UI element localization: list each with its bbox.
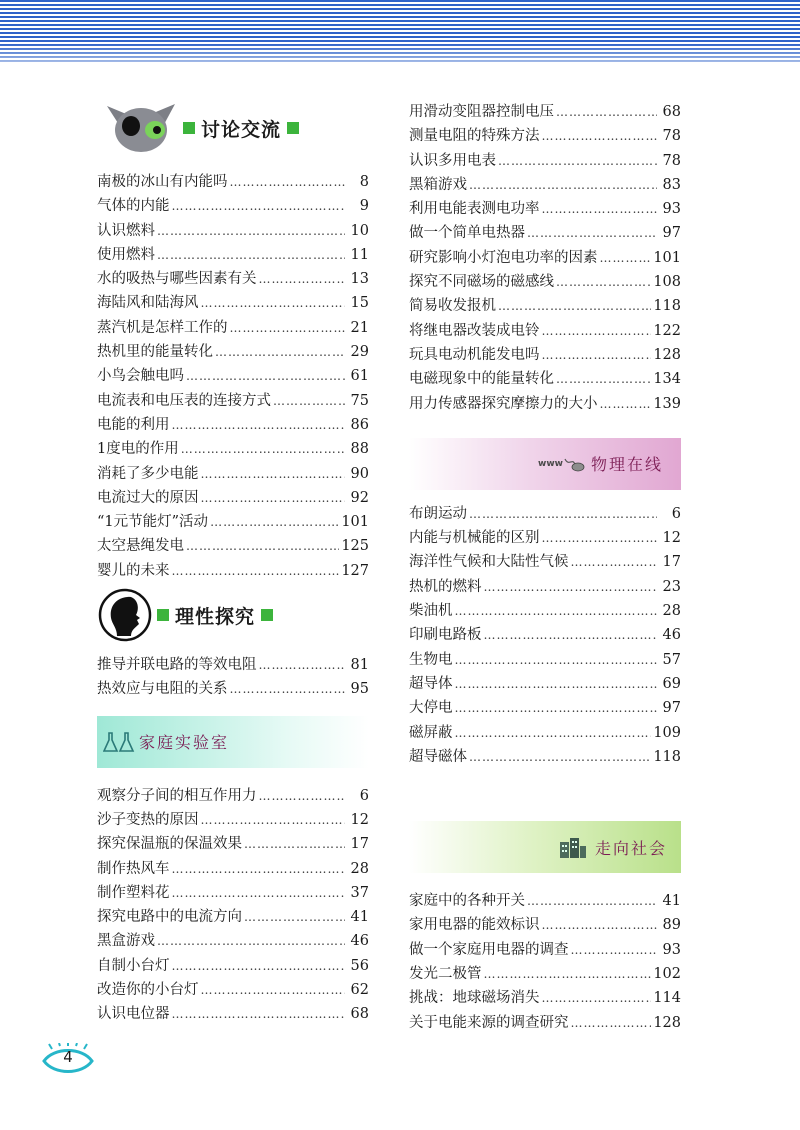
toc-leader-dots bbox=[600, 251, 652, 265]
toc-leader-dots bbox=[498, 299, 651, 313]
toc-leader-dots bbox=[172, 1007, 346, 1021]
toc-leader-dots bbox=[571, 555, 658, 569]
buildings-icon bbox=[559, 836, 587, 858]
toc-entry-page: 97 bbox=[662, 700, 681, 717]
toc-leader-dots bbox=[273, 394, 345, 408]
toc-entry-title: 消耗了多少电能 bbox=[97, 465, 199, 482]
toc-entry-page: 122 bbox=[653, 322, 681, 339]
toc-entry-page: 69 bbox=[662, 675, 681, 692]
toc-entry-page: 21 bbox=[350, 319, 369, 336]
toc-entry-title: 做一个家庭用电器的调查 bbox=[409, 941, 569, 958]
toc-leader-dots bbox=[259, 789, 346, 803]
toc-leader-dots bbox=[201, 491, 346, 505]
toc-leader-dots bbox=[455, 604, 658, 618]
toc-entry-page: 12 bbox=[350, 811, 369, 828]
toc-entry-title: 探究不同磁场的磁感线 bbox=[409, 274, 554, 291]
toc-entry[interactable] bbox=[97, 905, 369, 929]
toc-entry-page: 114 bbox=[653, 990, 681, 1007]
toc-entry-title: 水的吸热与哪些因素有关 bbox=[97, 271, 257, 288]
toc-leader-dots bbox=[186, 539, 339, 553]
toc-entry[interactable] bbox=[409, 270, 681, 294]
toc-entry[interactable] bbox=[409, 367, 681, 391]
section-heading-discussion bbox=[105, 100, 369, 156]
toc-entry-title: 黑盒游戏 bbox=[97, 933, 155, 950]
toc-leader-dots bbox=[556, 275, 651, 289]
toc-entry[interactable] bbox=[409, 623, 681, 647]
toc-entry-title: 推导并联电路的等效电阻 bbox=[97, 657, 257, 674]
toc-entry-page: 41 bbox=[350, 909, 369, 926]
toc-entry[interactable] bbox=[97, 413, 369, 437]
toc-leader-dots bbox=[181, 442, 345, 456]
toc-leader-dots bbox=[201, 467, 346, 481]
toc-leader-dots bbox=[230, 682, 346, 696]
toc-leader-dots bbox=[600, 397, 652, 411]
toc-leader-dots bbox=[469, 750, 651, 764]
toc-entry[interactable] bbox=[97, 267, 369, 291]
toc-entry-page: 23 bbox=[662, 578, 681, 595]
toc-entry[interactable] bbox=[409, 343, 681, 367]
toc-entry-title: 气体的内能 bbox=[97, 198, 170, 215]
toc-leader-dots bbox=[542, 918, 658, 932]
toc-leader-dots bbox=[172, 418, 346, 432]
toc-leader-dots bbox=[230, 321, 346, 335]
toc-list-home-lab-continued bbox=[409, 100, 681, 416]
cat-face-icon bbox=[105, 100, 183, 156]
toc-entry[interactable] bbox=[97, 881, 369, 905]
toc-entry-title: 超导体 bbox=[409, 675, 453, 692]
toc-entry[interactable] bbox=[409, 648, 681, 672]
toc-entry-title: 电流过大的原因 bbox=[97, 489, 199, 506]
toc-leader-dots bbox=[542, 129, 658, 143]
toc-entry[interactable] bbox=[409, 550, 681, 574]
toc-entry[interactable] bbox=[97, 316, 369, 340]
toc-entry[interactable] bbox=[97, 929, 369, 953]
left-column bbox=[97, 100, 369, 1027]
toc-entry[interactable] bbox=[409, 696, 681, 720]
toc-entry-page: 89 bbox=[662, 917, 681, 934]
toc-entry[interactable] bbox=[97, 291, 369, 315]
toc-entry-page: 128 bbox=[653, 1014, 681, 1031]
toc-list-society bbox=[409, 889, 681, 1035]
toc-leader-dots bbox=[186, 369, 345, 383]
toc-entry-page: 15 bbox=[350, 295, 369, 312]
toc-leader-dots bbox=[455, 701, 658, 715]
toc-leader-dots bbox=[484, 628, 658, 642]
toc-entry-page: 139 bbox=[653, 395, 681, 412]
toc-leader-dots bbox=[172, 862, 346, 876]
toc-leader-dots bbox=[172, 564, 340, 578]
toc-leader-dots bbox=[157, 248, 345, 262]
toc-leader-dots bbox=[455, 726, 652, 740]
toc-entry-title: 研究影响小灯泡电功率的因素 bbox=[409, 249, 598, 266]
toc-entry[interactable] bbox=[97, 243, 369, 267]
toc-entry[interactable] bbox=[97, 857, 369, 881]
toc-entry-page: 46 bbox=[662, 627, 681, 644]
toc-entry-page: 86 bbox=[350, 416, 369, 433]
toc-entry[interactable] bbox=[97, 954, 369, 978]
section-band-online bbox=[409, 438, 681, 490]
toc-entry-page: 8 bbox=[359, 174, 369, 190]
toc-leader-dots bbox=[556, 105, 657, 119]
toc-entry-title: 探究电路中的电流方向 bbox=[97, 909, 242, 926]
toc-entry-title: 认识电位器 bbox=[97, 1006, 170, 1023]
toc-entry-page: 125 bbox=[341, 538, 369, 555]
toc-entry-page: 93 bbox=[662, 941, 681, 958]
toc-leader-dots bbox=[571, 943, 658, 957]
toc-leader-dots bbox=[172, 959, 346, 973]
toc-entry-title: 1度电的作用 bbox=[97, 441, 179, 458]
toc-entry[interactable] bbox=[409, 319, 681, 343]
toc-entry[interactable] bbox=[409, 938, 681, 962]
toc-entry[interactable] bbox=[409, 124, 681, 148]
toc-entry-page: 101 bbox=[341, 514, 369, 531]
toc-entry[interactable] bbox=[97, 389, 369, 413]
toc-leader-dots bbox=[498, 154, 657, 168]
toc-entry[interactable] bbox=[409, 889, 681, 913]
green-square-icon bbox=[287, 122, 299, 134]
toc-entry[interactable] bbox=[409, 526, 681, 550]
toc-entry-title: 发光二极管 bbox=[409, 966, 482, 983]
toc-entry-title: 热机里的能量转化 bbox=[97, 344, 213, 361]
toc-leader-dots bbox=[542, 202, 658, 216]
section-title-online: 物理在线 bbox=[590, 455, 663, 475]
toc-entry[interactable] bbox=[409, 221, 681, 245]
toc-leader-dots bbox=[469, 507, 657, 521]
toc-entry[interactable] bbox=[97, 462, 369, 486]
toc-entry-title: 布朗运动 bbox=[409, 505, 467, 522]
toc-entry-page: 6 bbox=[671, 505, 681, 522]
toc-entry[interactable] bbox=[409, 392, 681, 416]
toc-entry[interactable] bbox=[97, 194, 369, 218]
green-square-icon bbox=[157, 609, 169, 621]
toc-entry-title: 柴油机 bbox=[409, 603, 453, 620]
toc-entry-title: “1元节能灯”活动 bbox=[97, 514, 209, 531]
toc-entry-title: 自制小台灯 bbox=[97, 957, 170, 974]
toc-entry-page: 109 bbox=[653, 724, 681, 741]
toc-leader-dots bbox=[542, 531, 658, 545]
section-title-rational: 理性探究 bbox=[175, 605, 256, 628]
right-column bbox=[409, 100, 681, 1035]
toc-entry[interactable] bbox=[97, 1002, 369, 1026]
toc-entry-title: 观察分子间的相互作用力 bbox=[97, 787, 257, 804]
toc-leader-dots bbox=[210, 515, 339, 529]
toc-leader-dots bbox=[201, 296, 346, 310]
toc-entry-page: 37 bbox=[350, 884, 369, 901]
flask-icon bbox=[103, 731, 139, 753]
toc-entry-title: 挑战：地球磁场消失 bbox=[409, 990, 540, 1007]
toc-entry-page: 101 bbox=[653, 249, 681, 266]
green-square-icon bbox=[261, 609, 273, 621]
toc-leader-dots bbox=[201, 813, 346, 827]
toc-entry[interactable] bbox=[409, 599, 681, 623]
toc-leader-dots bbox=[172, 199, 346, 213]
toc-entry-page: 57 bbox=[662, 651, 681, 668]
toc-entry-page: 90 bbox=[350, 465, 369, 482]
toc-entry[interactable] bbox=[97, 437, 369, 461]
toc-entry-page: 127 bbox=[341, 562, 369, 579]
toc-entry-title: 超导磁体 bbox=[409, 748, 467, 765]
toc-entry-page: 10 bbox=[350, 222, 369, 239]
toc-entry-page: 128 bbox=[653, 346, 681, 363]
toc-leader-dots bbox=[157, 934, 345, 948]
toc-entry-page: 75 bbox=[350, 392, 369, 409]
toc-leader-dots bbox=[556, 372, 651, 386]
toc-entry[interactable] bbox=[409, 173, 681, 197]
toc-entry-title: 电能的利用 bbox=[97, 416, 170, 433]
toc-entry-title: 探究保温瓶的保温效果 bbox=[97, 836, 242, 853]
toc-leader-dots bbox=[484, 580, 658, 594]
toc-entry[interactable] bbox=[97, 219, 369, 243]
toc-entry[interactable] bbox=[409, 913, 681, 937]
toc-list-rational bbox=[97, 653, 369, 702]
toc-entry-page: 6 bbox=[359, 787, 369, 804]
toc-leader-dots bbox=[201, 983, 346, 997]
toc-entry-title: 生物电 bbox=[409, 651, 453, 668]
toc-leader-dots bbox=[542, 348, 652, 362]
toc-entry-title: 印刷电路板 bbox=[409, 627, 482, 644]
toc-entry-page: 12 bbox=[662, 530, 681, 547]
page-number-badge bbox=[40, 1043, 96, 1079]
toc-entry-title: 家庭中的各种开关 bbox=[409, 893, 525, 910]
toc-leader-dots bbox=[469, 178, 657, 192]
toc-entry[interactable] bbox=[97, 486, 369, 510]
toc-entry-page: 56 bbox=[350, 957, 369, 974]
toc-entry-title: 认识燃料 bbox=[97, 222, 155, 239]
toc-entry-title: 南极的冰山有内能吗 bbox=[97, 174, 228, 190]
toc-entry-title: 大停电 bbox=[409, 700, 453, 717]
toc-entry-title: 玩具电动机能发电吗 bbox=[409, 346, 540, 363]
toc-entry-page: 68 bbox=[350, 1006, 369, 1023]
toc-leader-dots bbox=[259, 658, 346, 672]
toc-entry-title: 电磁现象中的能量转化 bbox=[409, 371, 554, 388]
toc-entry-page: 88 bbox=[350, 441, 369, 458]
toc-entry-title: 婴儿的未来 bbox=[97, 562, 170, 579]
toc-entry[interactable] bbox=[409, 575, 681, 599]
toc-entry[interactable] bbox=[97, 784, 369, 808]
toc-entry-title: 用滑动变阻器控制电压 bbox=[409, 104, 554, 120]
toc-entry-page: 29 bbox=[350, 344, 369, 361]
toc-entry-page: 62 bbox=[350, 982, 369, 999]
toc-entry-title: 海陆风和陆海风 bbox=[97, 295, 199, 312]
toc-entry-title: 内能与机械能的区别 bbox=[409, 530, 540, 547]
toc-entry-title: 沙子变热的原因 bbox=[97, 811, 199, 828]
section-band-society bbox=[409, 821, 681, 873]
www-label: www bbox=[538, 458, 563, 469]
toc-entry[interactable] bbox=[97, 364, 369, 388]
toc-entry-page: 28 bbox=[350, 860, 369, 877]
toc-entry-title: 用力传感器探究摩擦力的大小 bbox=[409, 395, 598, 412]
toc-entry[interactable] bbox=[409, 672, 681, 696]
toc-entry-title: 电流表和电压表的连接方式 bbox=[97, 392, 271, 409]
toc-entry-page: 78 bbox=[662, 128, 681, 145]
toc-entry[interactable] bbox=[409, 986, 681, 1010]
toc-entry-title: 黑箱游戏 bbox=[409, 176, 467, 193]
toc-entry-title: 简易收发报机 bbox=[409, 298, 496, 315]
toc-leader-dots bbox=[172, 886, 346, 900]
toc-entry[interactable] bbox=[409, 246, 681, 270]
toc-leader-dots bbox=[259, 272, 346, 286]
toc-entry[interactable] bbox=[97, 170, 369, 194]
toc-leader-dots bbox=[484, 967, 652, 981]
toc-entry-page: 93 bbox=[662, 201, 681, 218]
section-band-home-lab bbox=[97, 716, 369, 768]
toc-entry-page: 46 bbox=[350, 933, 369, 950]
green-square-icon bbox=[183, 122, 195, 134]
toc-entry-title: 将继电器改装成电铃 bbox=[409, 322, 540, 339]
toc-entry[interactable] bbox=[409, 1011, 681, 1035]
toc-entry-title: 认识多用电表 bbox=[409, 152, 496, 169]
section-title-society: 走向社会 bbox=[594, 838, 667, 858]
toc-entry[interactable] bbox=[409, 100, 681, 124]
toc-entry[interactable] bbox=[97, 808, 369, 832]
toc-leader-dots bbox=[215, 345, 345, 359]
toc-entry-title: 海洋性气候和大陆性气候 bbox=[409, 554, 569, 571]
page-number: 4 bbox=[63, 1048, 73, 1066]
toc-leader-dots bbox=[527, 894, 657, 908]
toc-entry[interactable] bbox=[409, 502, 681, 526]
toc-entry-page: 9 bbox=[359, 198, 369, 215]
toc-entry[interactable] bbox=[97, 510, 369, 534]
section-title-home-lab: 家庭实验室 bbox=[139, 733, 230, 753]
toc-entry-page: 78 bbox=[662, 152, 681, 169]
toc-entry-page: 118 bbox=[653, 748, 681, 765]
toc-entry-page: 61 bbox=[350, 368, 369, 385]
toc-entry[interactable] bbox=[97, 832, 369, 856]
toc-entry[interactable] bbox=[409, 962, 681, 986]
toc-leader-dots bbox=[244, 837, 345, 851]
toc-entry-page: 68 bbox=[662, 104, 681, 120]
toc-entry-title: 制作塑料花 bbox=[97, 884, 170, 901]
www-mouse-icon bbox=[538, 455, 585, 473]
toc-entry[interactable] bbox=[97, 559, 369, 583]
toc-entry-title: 热机的燃料 bbox=[409, 578, 482, 595]
toc-entry-page: 95 bbox=[350, 681, 369, 698]
section-title-discussion: 讨论交流 bbox=[201, 118, 282, 141]
toc-leader-dots bbox=[244, 910, 345, 924]
toc-leader-dots bbox=[542, 324, 652, 338]
toc-entry-page: 17 bbox=[662, 554, 681, 571]
toc-entry-page: 83 bbox=[662, 176, 681, 193]
toc-leader-dots bbox=[542, 991, 652, 1005]
toc-entry-title: 做一个简单电热器 bbox=[409, 225, 525, 242]
toc-leader-dots bbox=[230, 175, 346, 189]
toc-entry-title: 测量电阻的特殊方法 bbox=[409, 128, 540, 145]
toc-list-online bbox=[409, 502, 681, 769]
toc-entry-title: 蒸汽机是怎样工作的 bbox=[97, 319, 228, 336]
toc-entry-title: 改造你的小台灯 bbox=[97, 982, 199, 999]
toc-entry-page: 28 bbox=[662, 603, 681, 620]
toc-entry-page: 108 bbox=[653, 274, 681, 291]
toc-leader-dots bbox=[455, 653, 658, 667]
toc-entry-title: 磁屏蔽 bbox=[409, 724, 453, 741]
head-silhouette-icon bbox=[97, 588, 155, 642]
section-heading-rational bbox=[97, 587, 369, 643]
toc-entry-page: 102 bbox=[653, 966, 681, 983]
toc-entry-title: 使用燃料 bbox=[97, 246, 155, 263]
toc-entry-page: 81 bbox=[350, 657, 369, 674]
toc-entry-title: 关于电能来源的调查研究 bbox=[409, 1014, 569, 1031]
toc-entry[interactable] bbox=[97, 534, 369, 558]
toc-entry-title: 家用电器的能效标识 bbox=[409, 917, 540, 934]
toc-entry-title: 热效应与电阻的关系 bbox=[97, 681, 228, 698]
toc-entry-page: 118 bbox=[653, 298, 681, 315]
toc-entry-page: 17 bbox=[350, 836, 369, 853]
toc-entry[interactable] bbox=[97, 340, 369, 364]
toc-entry-title: 太空悬绳发电 bbox=[97, 538, 184, 555]
toc-entry-page: 41 bbox=[662, 893, 681, 910]
toc-entry[interactable] bbox=[97, 978, 369, 1002]
toc-entry[interactable] bbox=[97, 653, 369, 677]
toc-entry-title: 利用电能表测电功率 bbox=[409, 201, 540, 218]
toc-leader-dots bbox=[571, 1016, 652, 1030]
toc-entry[interactable] bbox=[409, 745, 681, 769]
toc-leader-dots bbox=[527, 226, 657, 240]
toc-entry[interactable] bbox=[409, 294, 681, 318]
toc-entry[interactable] bbox=[409, 149, 681, 173]
toc-entry-title: 制作热风车 bbox=[97, 860, 170, 877]
toc-entry-page: 97 bbox=[662, 225, 681, 242]
toc-entry[interactable] bbox=[97, 677, 369, 701]
toc-entry-page: 13 bbox=[350, 271, 369, 288]
toc-entry-page: 11 bbox=[350, 246, 369, 263]
toc-list-discussion bbox=[97, 170, 369, 583]
toc-entry[interactable] bbox=[409, 721, 681, 745]
toc-leader-dots bbox=[455, 677, 658, 691]
toc-entry-page: 92 bbox=[350, 489, 369, 506]
toc-entry-page: 134 bbox=[653, 371, 681, 388]
toc-list-home-lab bbox=[97, 784, 369, 1027]
toc-entry[interactable] bbox=[409, 197, 681, 221]
toc-leader-dots bbox=[157, 224, 345, 238]
toc-entry-title: 小鸟会触电吗 bbox=[97, 368, 184, 385]
